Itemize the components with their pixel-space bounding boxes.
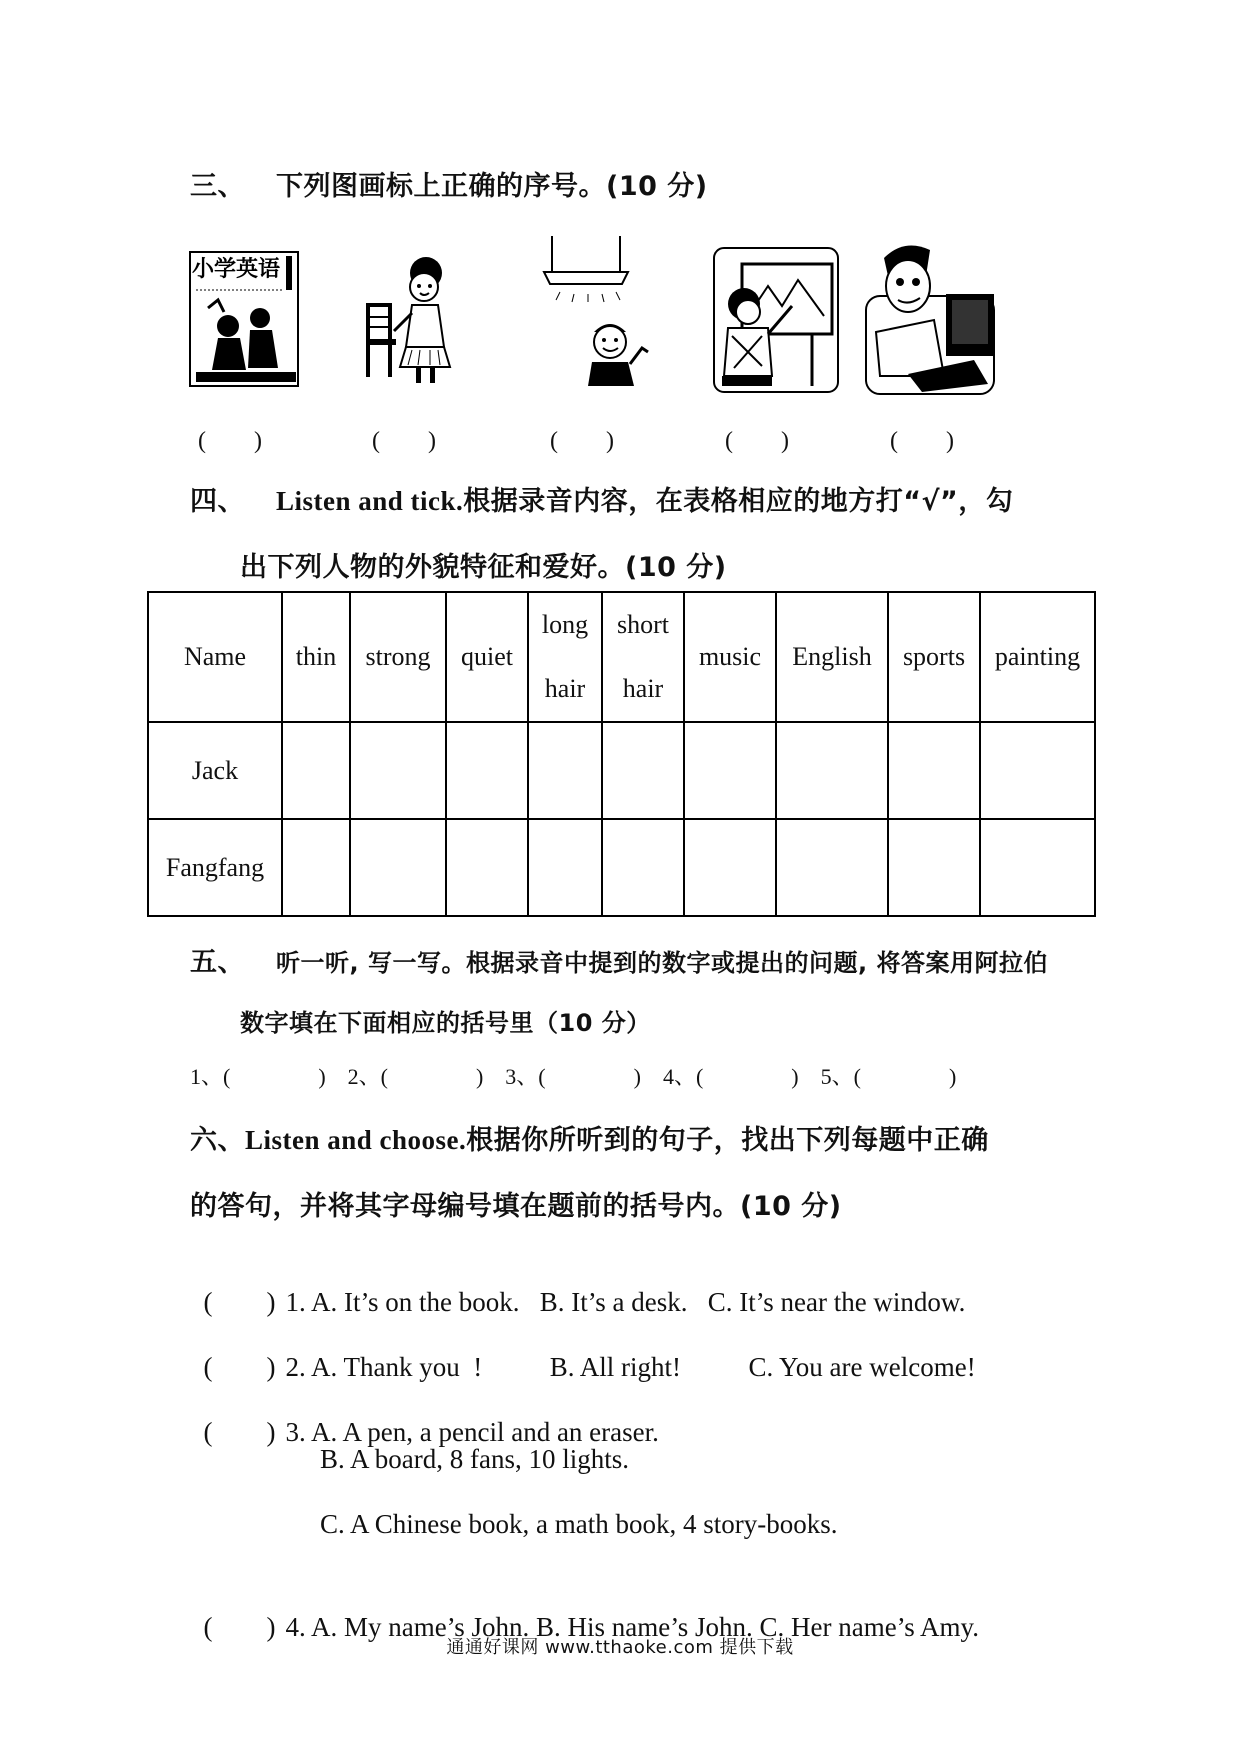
- picture-answer-paren[interactable]: ( ): [372, 428, 436, 454]
- tick-cell[interactable]: [684, 722, 776, 819]
- question-3: [190, 1379, 659, 1449]
- tick-cell[interactable]: [776, 722, 888, 819]
- answer-paren[interactable]: ( ): [203, 1417, 276, 1447]
- tick-cell[interactable]: [350, 819, 446, 916]
- header-long-hair: [528, 592, 602, 722]
- tick-cell[interactable]: [446, 722, 528, 819]
- tick-cell[interactable]: [980, 819, 1095, 916]
- picture-answer-paren[interactable]: ( ): [725, 428, 789, 454]
- header-english: English: [776, 592, 888, 722]
- painting-picture: [712, 246, 842, 396]
- picture-answer-paren[interactable]: ( ): [198, 428, 262, 454]
- tick-cell[interactable]: [528, 722, 602, 819]
- question-3-option-c: C. A Chinese book, a math book, 4 story-books.: [320, 1509, 838, 1539]
- table-row: [148, 819, 1095, 916]
- computer-picture: [864, 236, 998, 398]
- number-answer-blanks[interactable]: 1、( ) 2、( ) 3、( ) 4、( ) 5、( ): [190, 1064, 957, 1089]
- picture-answer-paren[interactable]: ( ): [890, 428, 954, 454]
- header-painting: painting: [980, 592, 1095, 722]
- tick-cell[interactable]: [776, 819, 888, 916]
- tick-cell[interactable]: [602, 819, 684, 916]
- answer-paren[interactable]: ( ): [203, 1612, 276, 1642]
- table-header-row: [148, 592, 1095, 722]
- header-long-text: long: [541, 610, 589, 639]
- header-thin: thin: [282, 592, 350, 722]
- question-text: 3. A. A pen, a pencil and an eraser.: [285, 1417, 659, 1447]
- question-text: 2. A. Thank you ! B. All right! C. You are welcome!: [285, 1352, 976, 1382]
- header-hair-text: hair: [622, 674, 664, 703]
- tick-cell[interactable]: [602, 722, 684, 819]
- tick-cell[interactable]: [980, 722, 1095, 819]
- header-name: Name: [148, 592, 282, 722]
- tick-cell[interactable]: [888, 819, 980, 916]
- tick-cell[interactable]: [528, 819, 602, 916]
- section-6-number-latin: 六、Listen and choose.: [190, 1125, 467, 1155]
- section-6-title-cn: 根据你所听到的句子，找出下列每题中正确: [466, 1125, 989, 1156]
- question-2: [190, 1314, 976, 1384]
- header-short-text: short: [617, 610, 669, 639]
- question-1: [190, 1249, 965, 1319]
- table-row: [148, 722, 1095, 819]
- section-6-subtitle: 的答句，并将其字母编号填在题前的括号内。(10 分): [190, 1191, 842, 1222]
- question-text: 1. A. It’s on the book. B. It’s a desk. C. It’s near the window.: [285, 1287, 966, 1317]
- answer-paren[interactable]: ( ): [203, 1287, 276, 1317]
- tick-cell[interactable]: [282, 819, 350, 916]
- english-book-picture: [188, 248, 316, 396]
- tick-cell[interactable]: [888, 722, 980, 819]
- question-3-option-b: B. A board, 8 fans, 10 lights.: [320, 1444, 629, 1474]
- section-4-number: 四、: [190, 486, 245, 517]
- section-5-title: 听一听, 写一写。根据录音中提到的数字或提出的问题, 将答案用阿拉伯: [276, 949, 1048, 977]
- boy-light-picture: [530, 236, 660, 386]
- section-3-number: 三、: [190, 171, 245, 202]
- page-footer: 通通好课网 www.tthaoke.com 提供下载: [446, 1637, 794, 1658]
- section-4-heading: [190, 479, 1013, 518]
- tick-table: [147, 591, 1096, 917]
- row-name-jack: Jack: [148, 722, 282, 819]
- header-short-hair: [602, 592, 684, 722]
- section-4-subtitle: 出下列人物的外貌特征和爱好。(10 分): [240, 552, 727, 583]
- tick-cell[interactable]: [684, 819, 776, 916]
- header-sports: sports: [888, 592, 980, 722]
- tick-cell[interactable]: [282, 722, 350, 819]
- section-4-title-cn: 根据录音内容，在表格相应的地方打“√”，勾: [463, 486, 1014, 517]
- picture-answer-paren[interactable]: ( ): [550, 428, 614, 454]
- row-name-fangfang: Fangfang: [148, 819, 282, 916]
- question-text: 4. A. My name’s John. B. His name’s John. C. Her name’s Amy.: [285, 1612, 979, 1642]
- book-logo-text: 小学英语: [192, 257, 281, 282]
- header-quiet: quiet: [446, 592, 528, 722]
- section-5-subtitle: 数字填在下面相应的括号里（10 分）: [240, 1009, 651, 1037]
- section-6-heading: [190, 1118, 989, 1157]
- section-4-title-latin: Listen and tick.: [276, 486, 464, 516]
- tick-cell[interactable]: [446, 819, 528, 916]
- tick-cell[interactable]: [350, 722, 446, 819]
- section-5-number: 五、: [190, 947, 245, 978]
- answer-paren[interactable]: ( ): [203, 1352, 276, 1382]
- section-3-heading: [190, 164, 708, 203]
- header-strong: strong: [350, 592, 446, 722]
- section-3-title: 下列图画标上正确的序号。(10 分): [276, 171, 708, 202]
- header-music: music: [684, 592, 776, 722]
- girl-chair-picture: [360, 255, 466, 390]
- header-hair-text: hair: [544, 674, 586, 703]
- section-5-heading: [190, 940, 1048, 979]
